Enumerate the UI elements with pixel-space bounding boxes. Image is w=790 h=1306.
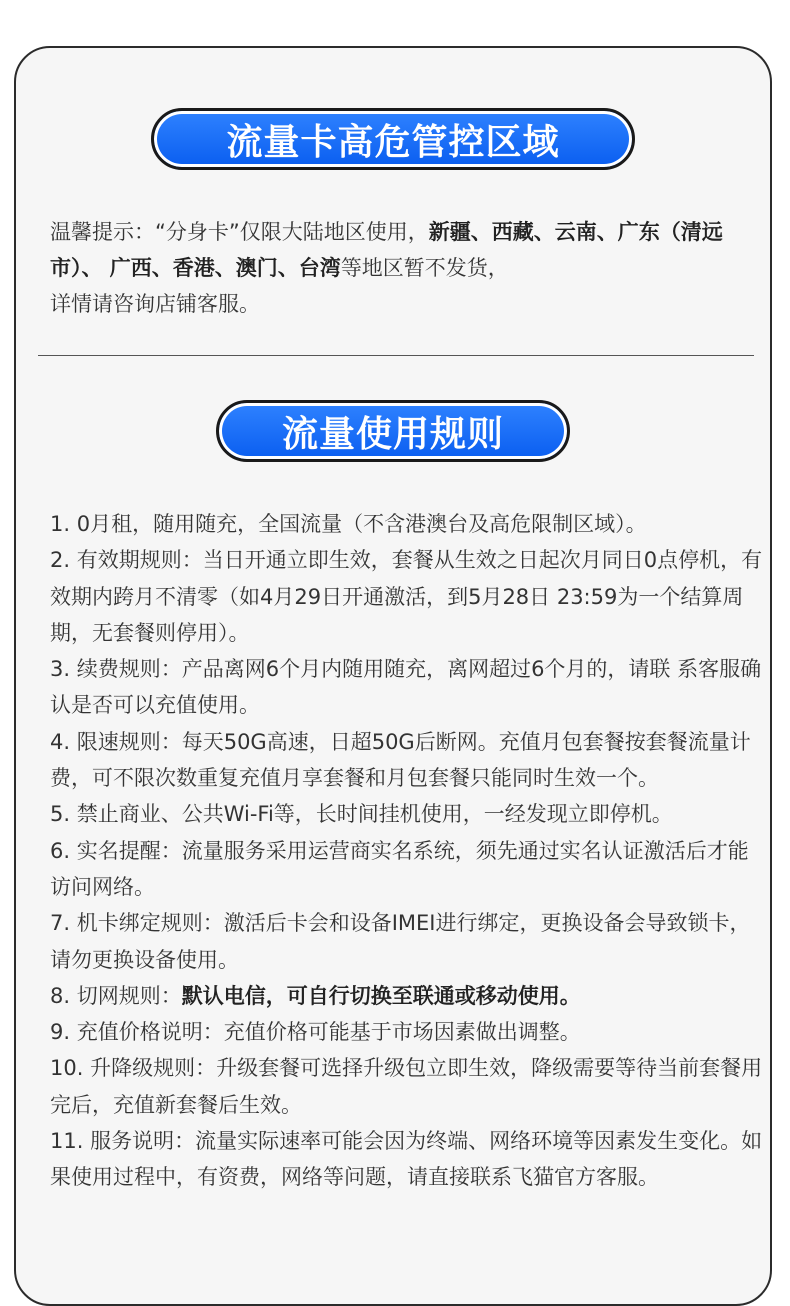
rule-prefix: 8. 切网规则： bbox=[50, 983, 182, 1008]
rule-item: 7. 机卡绑定规则：激活后卡会和设备IMEI进行绑定，更换设备会导致锁卡，请勿更换设备使用。 bbox=[50, 911, 751, 972]
rule-item: 10. 升降级规则：升级套餐可选择升级包立即生效，降级需要等待当前套餐用完后，充值新套餐后生效。 bbox=[50, 1056, 763, 1117]
notice-suffix: 等地区暂不发货， bbox=[340, 256, 509, 280]
rule-item: 3. 续费规则：产品离网6个月内随用随充，离网超过6个月的，请联 系客服确认是否可以充值使用。 bbox=[50, 657, 762, 718]
high-risk-area-title: 流量卡高危管控区域 bbox=[226, 121, 560, 163]
rule-item: 6. 实名提醒：流量服务采用运营商实名系统，须先通过实名认证激活后才能访问网络。 bbox=[50, 838, 749, 899]
usage-rules-title-badge bbox=[216, 400, 570, 462]
rule-item: 2. 有效期规则：当日开通立即生效，套餐从生效之日起次月同日0点停机，有效期内跨月不清零（如4月29日开通激活，到5月28日 23:59为一个结算周期，无套餐则停用）。 bbox=[50, 548, 763, 645]
rule-item: 5. 禁止商业、公共Wi-Fi等，长时间挂机使用，一经发现立即停机。 bbox=[50, 802, 673, 827]
restricted-regions: 新疆、西藏、云南、广东（清远市）、 广西、香港、澳门、台湾 bbox=[50, 220, 723, 280]
rule-item: 9. 充值价格说明：充值价格可能基于市场因素做出调整。 bbox=[50, 1020, 581, 1045]
rule-bold-text: 默认电信，可自行切换至联通或移动使用。 bbox=[181, 983, 581, 1008]
usage-rules-list bbox=[50, 506, 768, 1196]
info-card bbox=[14, 46, 772, 1306]
rule-item: 1. 0月租，随用随充，全国流量（不含港澳台及高危限制区域）。 bbox=[50, 512, 647, 536]
rule-item bbox=[50, 978, 768, 1014]
notice-prefix: 温馨提示：“分身卡”仅限大陆地区使用， bbox=[50, 220, 429, 244]
notice-contact: 详情请咨询店铺客服。 bbox=[50, 292, 260, 316]
shipping-notice bbox=[50, 214, 750, 322]
usage-rules-title: 流量使用规则 bbox=[281, 413, 504, 455]
section-divider bbox=[38, 355, 754, 356]
rule-item: 11. 服务说明：流量实际速率可能会因为终端、网络环境等因素发生变化。如果使用过程中，有资费，网络等问题，请直接联系飞猫官方客服。 bbox=[50, 1129, 763, 1190]
high-risk-area-title-badge bbox=[151, 108, 635, 170]
rule-item: 4. 限速规则：每天50G高速，日超50G后断网。充值月包套餐按套餐流量计费，可不限次数重复充值月享套餐和月包套餐只能同时生效一个。 bbox=[50, 729, 751, 791]
